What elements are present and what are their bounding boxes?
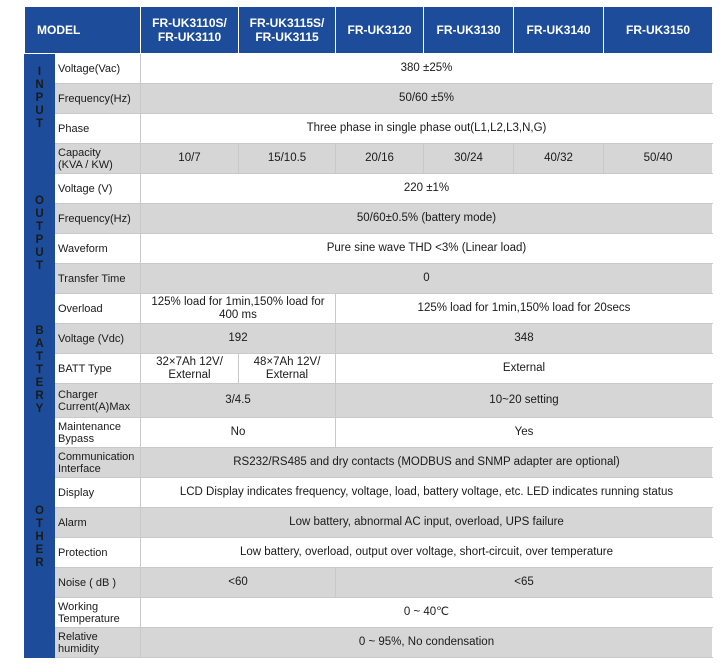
param-value: 125% load for 1min,150% load for 400 ms	[141, 294, 336, 324]
table-row	[25, 144, 713, 174]
table-row	[25, 204, 713, 234]
param-value: 0 ~ 40℃	[141, 598, 713, 628]
capacity-value: 20/16	[336, 144, 424, 174]
param-value: LCD Display indicates frequency, voltage, load, battery voltage, etc. LED indicates running status	[141, 478, 713, 508]
model-3120-header: FR-UK3120	[336, 7, 424, 54]
capacity-value: 40/32	[514, 144, 604, 174]
param-value: Low battery, overload, output over voltage, short-circuit, over temperature	[141, 538, 713, 568]
param-value: RS232/RS485 and dry contacts (MODBUS and SNMP adapter are optional)	[141, 448, 713, 478]
param-value: 380 ±25%	[141, 54, 713, 84]
model-header: MODEL	[25, 7, 141, 54]
model-3150-header: FR-UK3150	[604, 7, 713, 54]
param-value: No	[141, 418, 336, 448]
param-label: Maintenance Bypass	[55, 418, 141, 448]
table-row	[25, 568, 713, 598]
spec-table	[24, 6, 713, 658]
param-label: Alarm	[55, 508, 141, 538]
param-value: 32×7Ah 12V/ External	[141, 354, 239, 384]
group-battery-label: B A T T E R Y	[25, 324, 55, 418]
table-row	[25, 354, 713, 384]
table-row	[25, 54, 713, 84]
param-value: <65	[336, 568, 713, 598]
param-label: Working Temperature	[55, 598, 141, 628]
param-label: Frequency(Hz)	[55, 204, 141, 234]
param-value: <60	[141, 568, 336, 598]
param-label: Charger Current(A)Max	[55, 384, 141, 418]
table-row	[25, 84, 713, 114]
capacity-value: 15/10.5	[239, 144, 336, 174]
param-label: Display	[55, 478, 141, 508]
param-label: BATT Type	[55, 354, 141, 384]
header-row	[25, 7, 713, 54]
param-label: Voltage (V)	[55, 174, 141, 204]
table-row	[25, 508, 713, 538]
param-label: Protection	[55, 538, 141, 568]
param-value: 220 ±1%	[141, 174, 713, 204]
param-label: Capacity (KVA / KW)	[55, 144, 141, 174]
param-label: Overload	[55, 294, 141, 324]
table-row	[25, 628, 713, 658]
param-value: 48×7Ah 12V/ External	[239, 354, 336, 384]
param-value: Three phase in single phase out(L1,L2,L3,N,G)	[141, 114, 713, 144]
table-row	[25, 538, 713, 568]
param-label: Communication Interface	[55, 448, 141, 478]
param-value: 0	[141, 264, 713, 294]
param-value: 348	[336, 324, 713, 354]
param-label: Voltage (Vdc)	[55, 324, 141, 354]
table-row	[25, 448, 713, 478]
param-label: Transfer Time	[55, 264, 141, 294]
table-row	[25, 174, 713, 204]
model-3130-header: FR-UK3130	[424, 7, 514, 54]
capacity-value: 10/7	[141, 144, 239, 174]
table-row	[25, 264, 713, 294]
param-value: 192	[141, 324, 336, 354]
model-3110-header: FR-UK3110S/ FR-UK3110	[141, 7, 239, 54]
param-value: 125% load for 1min,150% load for 20secs	[336, 294, 713, 324]
param-value: Pure sine wave THD <3% (Linear load)	[141, 234, 713, 264]
group-output-label: O U T P U T	[25, 144, 55, 324]
param-value: Low battery, abnormal AC input, overload, UPS failure	[141, 508, 713, 538]
param-label: Waveform	[55, 234, 141, 264]
table-row	[25, 418, 713, 448]
param-label: Phase	[55, 114, 141, 144]
table-row	[25, 114, 713, 144]
param-value: 0 ~ 95%, No condensation	[141, 628, 713, 658]
table-row	[25, 384, 713, 418]
param-label: Voltage(Vac)	[55, 54, 141, 84]
group-input-label: I N P U T	[25, 54, 55, 144]
param-value: 10~20 setting	[336, 384, 713, 418]
param-value: Yes	[336, 418, 713, 448]
capacity-value: 30/24	[424, 144, 514, 174]
param-label: Frequency(Hz)	[55, 84, 141, 114]
param-label: Noise ( dB )	[55, 568, 141, 598]
group-other-label: O T H E R	[25, 418, 55, 658]
table-row	[25, 598, 713, 628]
param-value: 50/60 ±5%	[141, 84, 713, 114]
table-row	[25, 234, 713, 264]
table-row	[25, 294, 713, 324]
model-3140-header: FR-UK3140	[514, 7, 604, 54]
param-label: Relative humidity	[55, 628, 141, 658]
param-value: 3/4.5	[141, 384, 336, 418]
table-row	[25, 324, 713, 354]
param-value: External	[336, 354, 713, 384]
capacity-value: 50/40	[604, 144, 713, 174]
table-row	[25, 478, 713, 508]
param-value: 50/60±0.5% (battery mode)	[141, 204, 713, 234]
model-3115-header: FR-UK3115S/ FR-UK3115	[239, 7, 336, 54]
